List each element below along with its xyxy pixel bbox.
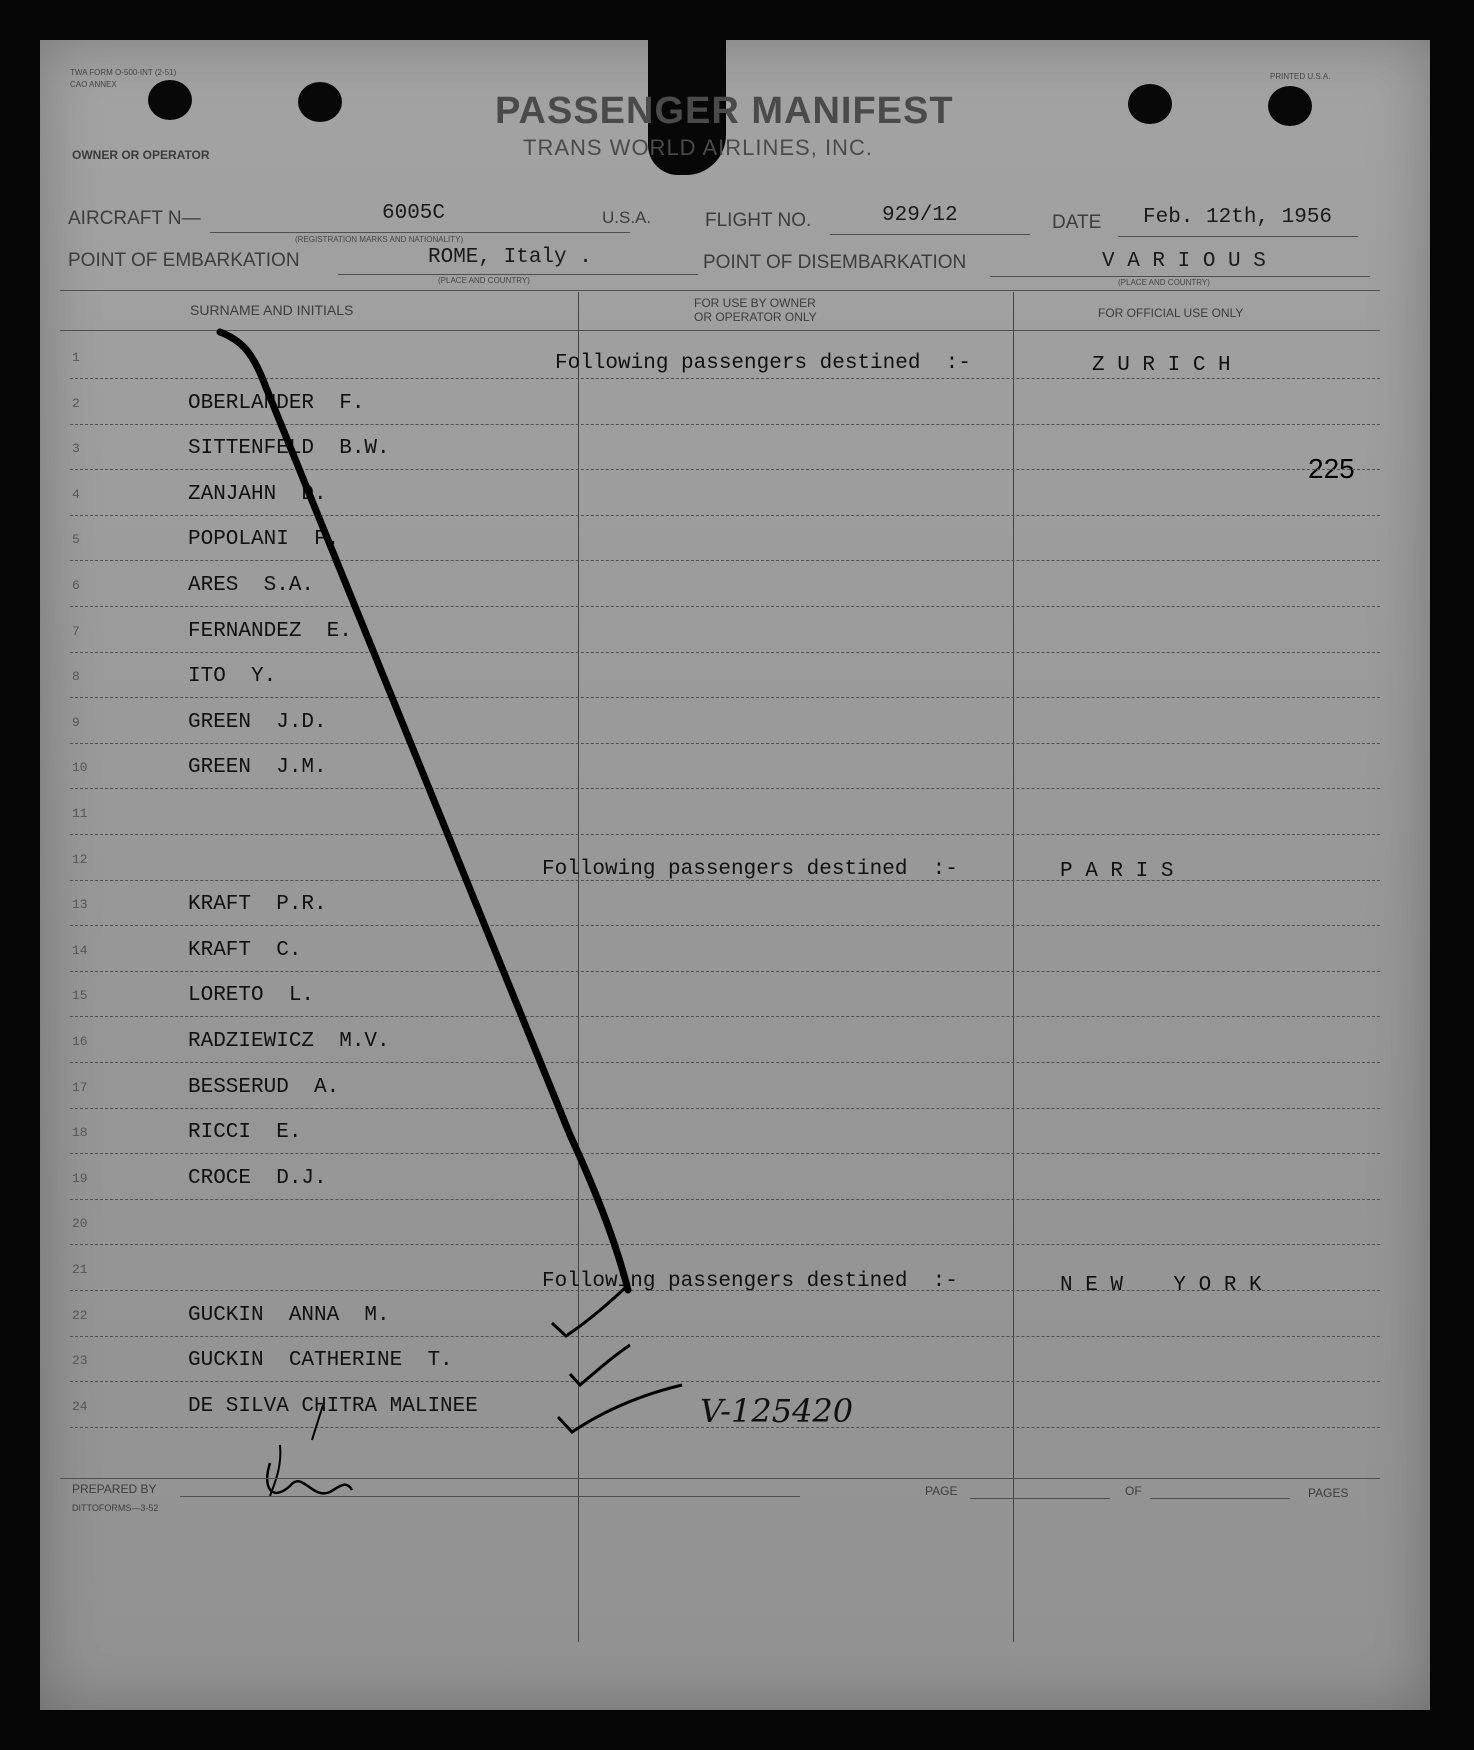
row-divider xyxy=(70,424,1380,425)
col-owner-header-1: FOR USE BY OWNER xyxy=(694,296,816,310)
place-caption-2: (PLACE AND COUNTRY) xyxy=(1118,278,1210,287)
row-number: 20 xyxy=(72,1216,88,1232)
passenger-name: OBERLANDER F. xyxy=(188,391,365,415)
row-number: 24 xyxy=(72,1398,88,1414)
punch-hole xyxy=(1128,84,1172,124)
passenger-name: ITO Y. xyxy=(188,665,277,689)
manifest-page xyxy=(40,40,1430,1710)
destination-phrase-zurich: Following passengers destined :- xyxy=(555,352,971,375)
row-divider xyxy=(70,606,1380,607)
signature xyxy=(270,1445,280,1496)
row-number: 10 xyxy=(72,760,88,776)
prepared-by-label: PREPARED BY xyxy=(72,1482,157,1496)
col-owner-header-2: OR OPERATOR ONLY xyxy=(694,310,817,324)
passenger-name: RICCI E. xyxy=(188,1121,302,1145)
row-number: 22 xyxy=(72,1307,88,1323)
col-official-header: FOR OFFICIAL USE ONLY xyxy=(1098,306,1244,320)
table-row xyxy=(70,1111,1410,1161)
destination-city-zurich: Z U R I C H xyxy=(1092,354,1231,377)
destination-city-new-york: N E W Y O R K xyxy=(1060,1274,1262,1297)
of-label: OF xyxy=(1125,1484,1142,1498)
table-row xyxy=(70,746,1410,796)
table-row xyxy=(70,701,1410,751)
row-divider xyxy=(70,1336,1380,1337)
row-number: 4 xyxy=(72,486,80,502)
printed-note: PRINTED U.S.A. xyxy=(1270,72,1331,81)
table-row xyxy=(70,610,1410,660)
table-row xyxy=(70,382,1410,432)
passenger-name: ARES S.A. xyxy=(188,574,315,597)
row-number: 1 xyxy=(72,350,80,365)
passenger-name: BESSERUD A. xyxy=(188,1075,340,1099)
table-row xyxy=(70,974,1410,1024)
row-divider xyxy=(70,697,1380,698)
passenger-name: POPOLANI F. xyxy=(188,528,340,552)
table-row xyxy=(70,427,1410,477)
row-number: 23 xyxy=(72,1353,88,1369)
row-number: 12 xyxy=(72,851,88,867)
table-row xyxy=(70,564,1410,614)
table-row xyxy=(70,1020,1410,1070)
row-number: 11 xyxy=(72,806,88,821)
row-divider xyxy=(70,1244,1380,1245)
row-divider xyxy=(70,1153,1380,1154)
passenger-name: DE SILVA CHITRA MALINEE xyxy=(188,1394,478,1418)
row-divider xyxy=(70,1062,1380,1063)
passenger-name: KRAFT P.R. xyxy=(188,893,327,917)
owner-label: OWNER OR OPERATOR xyxy=(72,148,210,162)
table-row xyxy=(70,473,1410,523)
dittoforms-label: DITTOFORMS—3-52 xyxy=(72,1503,159,1513)
row-divider xyxy=(70,834,1380,835)
col-surname-header: SURNAME AND INITIALS xyxy=(190,302,354,318)
row-divider xyxy=(70,788,1380,789)
punch-hole xyxy=(298,82,342,122)
row-divider xyxy=(70,378,1380,379)
pages-label: PAGES xyxy=(1308,1486,1349,1500)
table-row xyxy=(70,518,1410,568)
form-title: PASSENGER MANIFEST xyxy=(495,90,954,132)
embarkation-label: POINT OF EMBARKATION xyxy=(68,250,300,271)
row-number: 2 xyxy=(72,395,80,411)
row-number: 18 xyxy=(72,1125,88,1141)
place-caption: (PLACE AND COUNTRY) xyxy=(438,276,530,285)
row-number: 19 xyxy=(72,1170,88,1186)
row-number: 17 xyxy=(72,1079,88,1095)
table-row xyxy=(70,883,1410,933)
row-number: 5 xyxy=(72,532,80,548)
row-number: 16 xyxy=(72,1034,88,1049)
embarkation-value: ROME, Italy . xyxy=(428,246,592,269)
aircraft-label: AIRCRAFT N— xyxy=(68,208,201,229)
destination-city-paris: P A R I S xyxy=(1060,860,1174,883)
destination-phrase-paris: Following passengers destined :- xyxy=(542,858,958,881)
row-number: 21 xyxy=(72,1262,88,1277)
row-number: 13 xyxy=(72,897,88,913)
passenger-name: GREEN J.M. xyxy=(188,756,327,780)
row-number: 6 xyxy=(72,578,80,593)
table-row xyxy=(70,1202,1410,1252)
registration-caption: (REGISTRATION MARKS AND NATIONALITY) xyxy=(295,235,464,244)
passenger-name: KRAFT C. xyxy=(188,938,302,962)
row-number: 9 xyxy=(72,714,80,730)
destination-phrase-new-york: Following passengers destined :- xyxy=(542,1270,958,1293)
passenger-name: FERNANDEZ E. xyxy=(188,619,352,643)
date-value: Feb. 12th, 1956 xyxy=(1143,206,1333,229)
disembarkation-label: POINT OF DISEMBARKATION xyxy=(703,252,967,273)
aircraft-value: 6005C xyxy=(382,202,446,225)
row-number: 15 xyxy=(72,988,88,1004)
passenger-name: GREEN J.D. xyxy=(188,710,327,734)
cao-annex: CAO ANNEX xyxy=(70,80,117,89)
punch-hole xyxy=(1268,86,1312,126)
row-number: 8 xyxy=(72,669,80,685)
visa-number: V-125420 xyxy=(700,1392,854,1430)
passenger-name: RADZIEWICZ M.V. xyxy=(188,1030,390,1053)
punch-hole xyxy=(148,80,192,120)
row-divider xyxy=(70,1381,1380,1382)
row-number: 3 xyxy=(72,441,80,457)
table-row xyxy=(70,1294,1410,1344)
usa-label: U.S.A. xyxy=(602,208,652,227)
date-label: DATE xyxy=(1052,212,1102,233)
row-divider xyxy=(70,1199,1380,1200)
row-number: 7 xyxy=(72,623,80,639)
passenger-name: GUCKIN CATHERINE T. xyxy=(188,1349,453,1373)
passenger-name: ZANJAHN D. xyxy=(188,482,327,506)
row-divider xyxy=(70,743,1380,744)
flight-value: 929/12 xyxy=(882,204,958,227)
row-divider xyxy=(70,560,1380,561)
row-divider xyxy=(70,1016,1380,1017)
passenger-name: GUCKIN ANNA M. xyxy=(188,1303,390,1327)
row-number: 14 xyxy=(72,942,88,958)
form-code: TWA FORM O-500-INT (2-51) xyxy=(70,68,177,77)
table-row xyxy=(70,1339,1410,1389)
row-divider xyxy=(70,469,1380,470)
flight-label: FLIGHT NO. xyxy=(705,210,812,231)
row-divider xyxy=(70,515,1380,516)
row-divider xyxy=(70,925,1380,926)
row-divider xyxy=(70,971,1380,972)
page-number: 225 xyxy=(1308,453,1355,484)
table-row xyxy=(70,929,1410,979)
disembarkation-value: V A R I O U S xyxy=(1102,250,1266,273)
airline-name: TRANS WORLD AIRLINES, INC. xyxy=(523,135,873,160)
table-row xyxy=(70,792,1410,842)
passenger-name: SITTENFELD B.W. xyxy=(188,437,390,461)
passenger-name: LORETO L. xyxy=(188,984,315,1008)
row-divider xyxy=(70,1108,1380,1109)
table-row xyxy=(70,655,1410,705)
page-label: PAGE xyxy=(925,1484,958,1498)
table-row xyxy=(70,1066,1410,1116)
passenger-name: CROCE D.J. xyxy=(188,1166,327,1190)
table-row xyxy=(70,1157,1410,1207)
row-divider xyxy=(70,652,1380,653)
